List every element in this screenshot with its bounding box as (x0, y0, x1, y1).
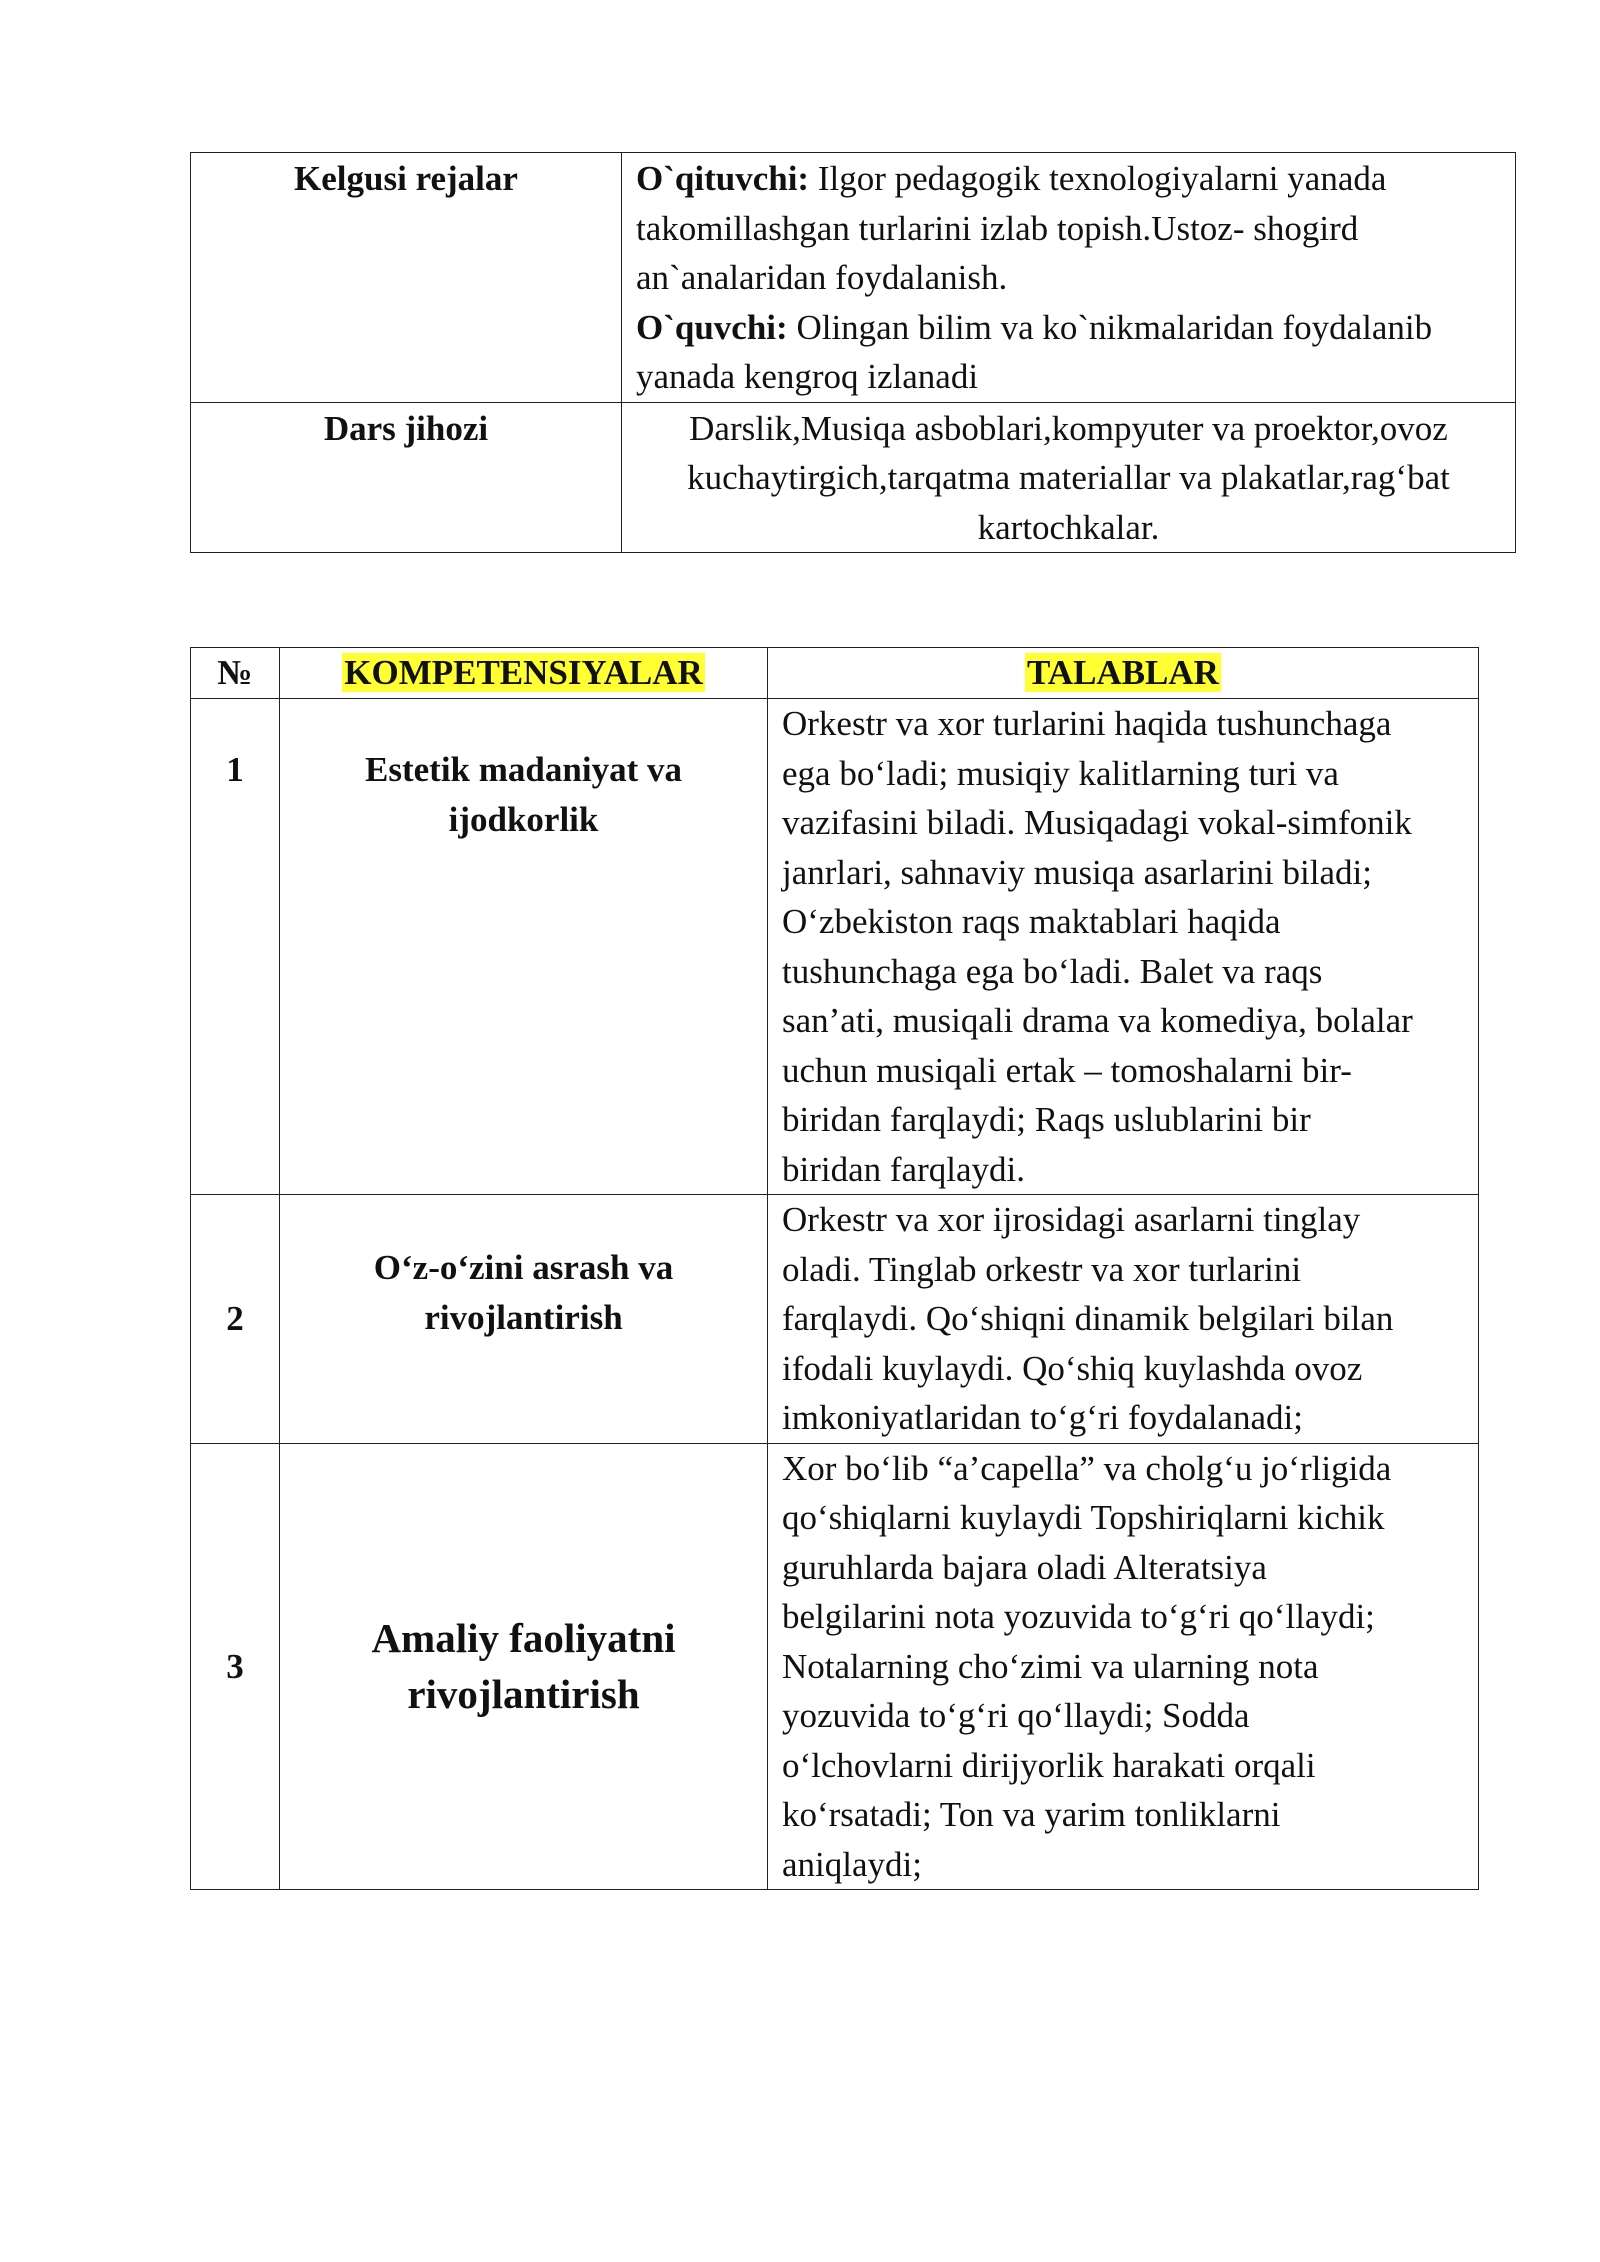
student-label: O`quvchi: (636, 307, 788, 347)
student-text-2: yanada kengroq izlanadi (636, 357, 979, 396)
requirement-line: biridan farqlaydi. (782, 1149, 1025, 1189)
requirement-line: Orkestr va xor turlarini haqida tushunchaga (782, 704, 1392, 743)
teacher-label: O`qituvchi: (636, 159, 810, 198)
jihoz-content (622, 402, 1516, 553)
requirement-line: oladi. Tinglab orkestr va xor turlarini (782, 1249, 1302, 1289)
table-row (191, 699, 1479, 1195)
competency-line: rivojlantirish (424, 1297, 623, 1337)
table-row (191, 153, 1516, 403)
jihoz-line-2: kuchaytirgich,tarqatma materiallar va plakatlar,rag‘bat (687, 458, 1450, 497)
requirement-line: imkoniyatlaridan to‘g‘ri foydalanadi; (782, 1398, 1303, 1437)
teacher-line-1 (636, 154, 1501, 204)
header-competencies: KOMPETENSIYALAR (344, 653, 703, 693)
table-row (191, 1195, 1479, 1444)
row-number: 1 (191, 699, 280, 1195)
requirements-cell (768, 1443, 1479, 1890)
competency-line: Amaliy faoliyatni (371, 1615, 676, 1662)
header-competencies-cell (280, 648, 768, 699)
requirement-line: Xor bo‘lib “a’capella” va cholg‘u jo‘rligida (782, 1448, 1392, 1488)
rejalar-label: Kelgusi rejalar (191, 153, 622, 403)
requirement-line: O‘zbekiston raqs maktablari haqida (782, 902, 1281, 941)
requirement-line: biridan farqlaydi; Raqs uslublarini bir (782, 1100, 1311, 1139)
requirements-cell (768, 1195, 1479, 1444)
competency-line: rivojlantirish (407, 1671, 640, 1718)
requirement-line: o‘lchovlarni dirijyorlik harakati orqali (782, 1745, 1316, 1785)
requirement-line: ko‘rsatadi; Ton va yarim tonliklarni (782, 1795, 1281, 1834)
requirement-line: janrlari, sahnaviy musiqa asarlarini biladi; (782, 852, 1372, 892)
jihoz-label: Dars jihozi (191, 402, 622, 553)
requirement-line: ega bo‘ladi; musiqiy kalitlarning turi va (782, 753, 1339, 793)
requirements-cell (768, 699, 1479, 1195)
jihoz-line-1: Darslik,Musiqa asboblari,kompyuter va proektor,ovoz (689, 408, 1448, 448)
lesson-info-table (190, 152, 1516, 553)
header-requirements: TALABLAR (1027, 653, 1219, 693)
competency-cell (280, 1195, 768, 1444)
requirement-line: qo‘shiqlarni kuylaydi Topshiriqlarni kichik (782, 1498, 1385, 1537)
competencies-table (190, 647, 1479, 1890)
jihoz-line-3: kartochkalar. (977, 507, 1160, 547)
teacher-text-2: takomillashgan turlarini izlab topish.Ustoz- shogird (636, 208, 1359, 248)
competency-line: O‘z-o‘zini asrash va (373, 1248, 674, 1287)
requirement-line: yozuvida to‘g‘ri qo‘llaydi; Sodda (782, 1696, 1250, 1735)
requirement-line: Orkestr va xor ijrosidagi asarlarni tinglay (782, 1200, 1361, 1239)
table-row (191, 1443, 1479, 1890)
student-text-1: Olingan bilim va ko`nikmalaridan foydalanib (787, 307, 1433, 347)
row-number: 3 (191, 1443, 280, 1890)
requirement-line: ifodali kuylaydi. Qo‘shiq kuylashda ovoz (782, 1348, 1363, 1388)
requirement-line: san’ati, musiqali drama va komediya, bolalar (782, 1001, 1413, 1040)
row-number: 2 (191, 1195, 280, 1444)
requirement-line: belgilarini nota yozuvida to‘g‘ri qo‘llaydi; (782, 1597, 1375, 1636)
header-requirements-cell (768, 648, 1479, 699)
teacher-text-1: Ilgor pedagogik texnologiyalarni yanada (809, 159, 1387, 198)
header-num: № (191, 648, 280, 699)
competency-line: Estetik madaniyat va (365, 750, 682, 789)
competency-line: ijodkorlik (448, 799, 599, 839)
requirement-line: tushunchaga ega bo‘ladi. Balet va raqs (782, 951, 1323, 991)
competency-cell (280, 699, 768, 1195)
requirement-line: farqlaydi. Qo‘shiqni dinamik belgilari bilan (782, 1299, 1394, 1338)
requirement-line: vazifasini biladi. Musiqadagi vokal-simfonik (782, 803, 1412, 842)
teacher-text-3: an`analaridan foydalanish. (636, 258, 1008, 297)
requirement-line: guruhlarda bajara oladi Alteratsiya (782, 1547, 1267, 1587)
student-line-1 (636, 303, 1501, 353)
table-header-row (191, 648, 1479, 699)
requirement-line: aniqlaydi; (782, 1844, 922, 1884)
competency-cell (280, 1443, 768, 1890)
requirement-line: Notalarning cho‘zimi va ularning nota (782, 1646, 1319, 1686)
requirement-line: uchun musiqali ertak – tomoshalarni bir- (782, 1050, 1352, 1090)
rejalar-content (622, 153, 1516, 403)
table-row (191, 402, 1516, 553)
